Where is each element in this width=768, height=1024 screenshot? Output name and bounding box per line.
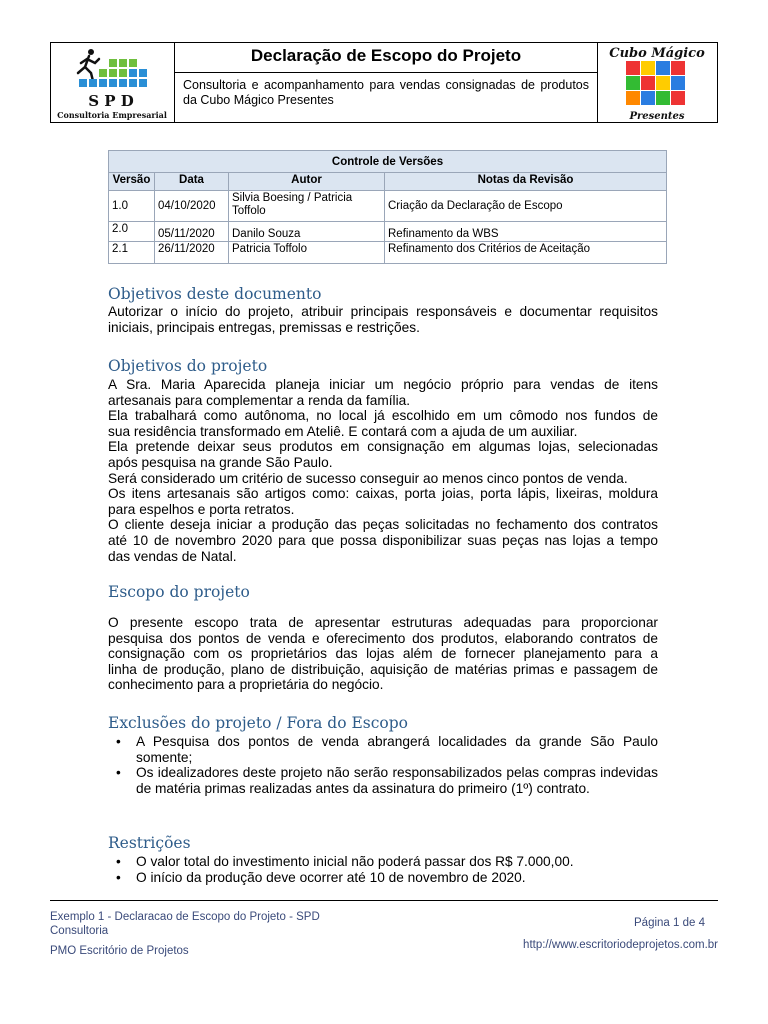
list-item-text: A Pesquisa dos pontos de venda abrangerá localidades da grande São Paulo somente;	[136, 734, 658, 765]
cell-data: 04/10/2020	[155, 191, 229, 222]
version-table-caption: Controle de Versões	[109, 151, 667, 173]
col-header-data: Data	[155, 173, 229, 191]
col-header-versao: Versão	[109, 173, 155, 191]
text-line: Ela pretende deixar seus produtos em consignação em algumas lojas, selecionadas	[108, 439, 658, 455]
footer-url-link[interactable]: http://www.escritoriodeprojetos.com.br	[523, 939, 718, 951]
text-line: O cliente deseja iniciar a produção das peças solicitadas no fechamento dos contratos	[108, 517, 658, 533]
cell-data: 26/11/2020	[155, 242, 229, 264]
document-title: Declaração de Escopo do Projeto	[175, 43, 597, 73]
footer-org: PMO Escritório de Projetos	[50, 945, 189, 957]
list-item	[108, 870, 658, 886]
text-line: Os itens artesanais são artigos como: caixas, porta joias, porta lápis, lixeiras, moldura	[108, 486, 658, 502]
footer-divider	[50, 900, 718, 901]
cell-data: 05/11/2020	[155, 222, 229, 242]
document-subtitle: Consultoria e acompanhamento para vendas consignadas de produtos da Cubo Mágico Presentes	[183, 78, 589, 107]
objetivos-projeto-text	[108, 377, 658, 564]
text-line: para espelhos e porta retratos.	[108, 501, 295, 517]
list-item	[108, 765, 658, 796]
text-line: linha de produção, plano de distribuição, aquisição de matérias primas e passagem de	[108, 661, 658, 677]
spd-logo	[51, 43, 175, 122]
bullet-icon: •	[116, 765, 121, 781]
text-line: Autorizar o início do projeto, atribuir principais responsáveis e documentar requisitos	[108, 304, 658, 319]
cell-autor: Danilo Souza	[229, 222, 385, 242]
text-line: O presente escopo trata de apresentar estruturas adequadas para proporcionar	[108, 615, 658, 630]
text-line: A Sra. Maria Aparecida planeja iniciar um negócio próprio para vendas de itens	[108, 377, 658, 392]
section-heading-restricoes: Restrições	[108, 834, 191, 852]
spd-logo-text: S P D	[88, 92, 134, 110]
version-table-header	[109, 173, 667, 191]
bullet-icon: •	[116, 734, 121, 749]
bullet-icon: •	[116, 854, 121, 869]
cell-autor: Patricia Toffolo	[229, 242, 385, 264]
text-line: das vendas de Natal.	[108, 548, 237, 564]
text-line: Será considerado um critério de sucesso conseguir ao menos cinco pontos de venda.	[108, 470, 628, 486]
exclusoes-list	[108, 734, 658, 796]
section-heading-objetivos-documento: Objetivos deste documento	[108, 285, 322, 303]
bullet-icon: •	[116, 869, 121, 885]
text-line: após pesquisa na grande São Paulo.	[108, 454, 333, 470]
restricoes-list	[108, 854, 658, 885]
document-header	[50, 42, 718, 123]
footer-doc-line: Exemplo 1 - Declaracao de Escopo do Projeto - SPD	[50, 911, 320, 923]
cell-versao: 1.0	[109, 191, 155, 222]
text-line: pesquisa dos pontos de venda e oferecimento dos produtos, elaborando contratos de	[108, 630, 658, 646]
rubiks-cube-icon	[598, 43, 716, 122]
section-heading-objetivos-projeto: Objetivos do projeto	[108, 357, 268, 375]
list-item-text: Os idealizadores deste projeto não serão responsabilizados pelas compras indevidas de matéria primas realizadas antes da assinatura do primeiro (1º) contrato.	[136, 765, 658, 796]
list-item	[108, 854, 658, 870]
cubo-magico-text: Cubo Mágico	[609, 46, 705, 61]
presentes-text: Presentes	[629, 111, 685, 122]
spd-logo-tagline: Consultoria Empresarial	[57, 110, 167, 120]
text-line: até 10 de novembro 2020 para que possa disponibilizar suas peças nas lojas a tempo	[108, 532, 658, 548]
text-line: sua residência transformado em Ateliê. E contará com a ajuda de um auxiliar.	[108, 423, 578, 439]
footer-page-number: Página 1 de 4	[634, 917, 705, 929]
cell-autor: Silvia Boesing / Patricia Toffolo	[229, 191, 385, 222]
objetivos-documento-text	[108, 304, 658, 335]
text-line: conhecimento para a proprietária do negócio.	[108, 677, 384, 693]
col-header-notas: Notas da Revisão	[385, 173, 667, 191]
text-line: Ela trabalhará como autônoma, no local já escolhido em um cômodo nos fundos de	[108, 408, 658, 424]
text-line: consignação com os proprietários das lojas além de fornecer planejamento para a	[108, 646, 658, 662]
spd-logo-graphic-icon	[51, 43, 173, 122]
list-item-text: O início da produção deve ocorrer até 10 de novembro de 2020.	[136, 869, 526, 885]
footer-document-name	[50, 910, 320, 938]
footer-doc-line: Consultoria	[50, 925, 109, 937]
cell-notas: Refinamento dos Critérios de Aceitação	[385, 242, 667, 264]
table-row	[109, 191, 667, 222]
section-heading-escopo: Escopo do projeto	[108, 583, 250, 601]
table-row	[109, 242, 667, 264]
list-item	[108, 734, 658, 765]
cell-notas: Criação da Declaração de Escopo	[385, 191, 667, 222]
section-heading-exclusoes: Exclusões do projeto / Fora do Escopo	[108, 714, 409, 732]
cell-versao: 2.0	[109, 222, 155, 242]
table-row	[109, 222, 667, 242]
escopo-text	[108, 615, 658, 693]
version-control-table	[108, 150, 667, 264]
text-line: iniciais, principais entregas, premissas e restrições.	[108, 319, 420, 335]
list-item-text: O valor total do investimento inicial não poderá passar dos R$ 7.000,00.	[136, 854, 574, 869]
cubo-magico-logo	[597, 43, 717, 122]
cell-versao: 2.1	[109, 242, 155, 264]
text-line: artesanais para complementar a renda da família.	[108, 392, 411, 408]
cell-notas: Refinamento da WBS	[385, 222, 667, 242]
col-header-autor: Autor	[229, 173, 385, 191]
